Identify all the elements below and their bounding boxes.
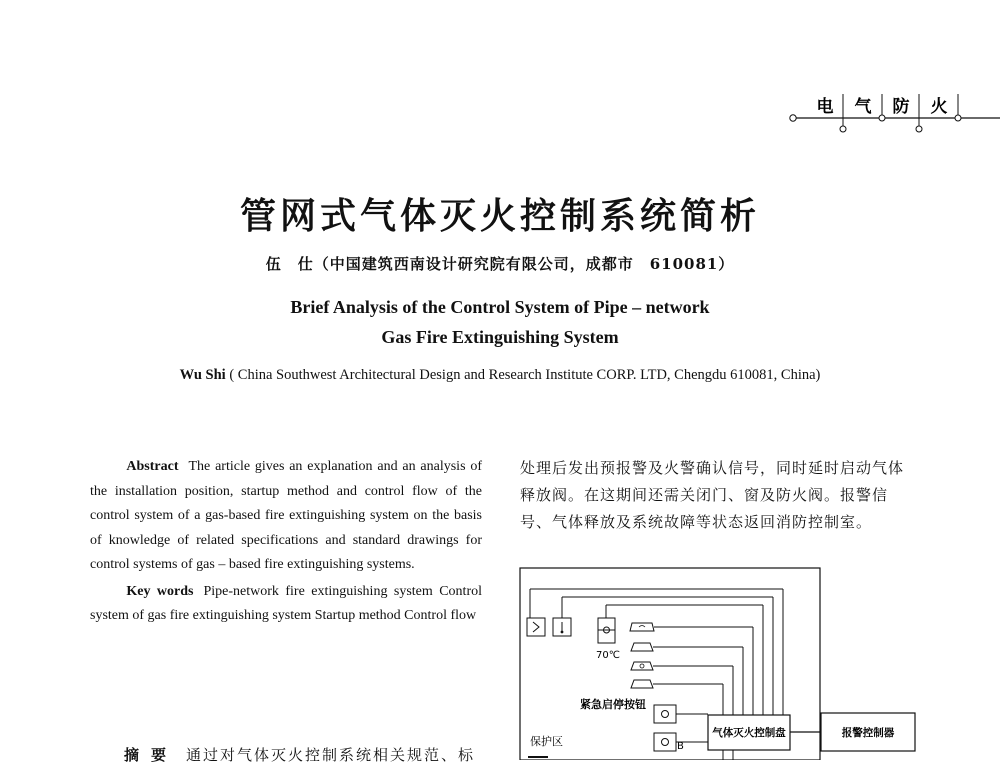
title-en-line: Gas Fire Extinguishing System	[381, 327, 619, 347]
gas-control-panel-label: 气体灭火控制盘	[712, 727, 786, 739]
cn-abstract-label: 摘要	[124, 746, 179, 764]
body-paragraph: 处理后发出预报警及火警确认信号，同时延时启动气体释放阀。在这期间还需关闭门、窗及防火阀。报警信号、气体释放及系统故障等状态返回消防控制室。	[520, 459, 905, 531]
abstract-text: The article gives an explanation and an analysis of the installation position, startup method and control flow of the control system of a gas-based fire extinguishing system on the basis of knowledge of related specifications and standard drawings for control systems of gas – based fire extinguishing systems.	[90, 459, 482, 572]
paper-title-en	[0, 292, 1000, 352]
emergency-stop-label: 紧急启停按钮	[580, 698, 646, 711]
title-en-line: Brief Analysis of the Control System of Pipe – network	[290, 297, 710, 317]
paper-title: 管网式气体灭火控制系统简析	[239, 195, 760, 237]
abstract-label: Abstract	[126, 459, 179, 474]
strobe-icon	[631, 643, 653, 651]
emergency-stop-button-icon	[654, 705, 676, 723]
alarm-controller-label: 报警控制器	[841, 727, 895, 739]
keywords-paragraph	[90, 580, 482, 629]
control-system-diagram	[518, 565, 918, 760]
author-name-en: Wu Shi	[179, 367, 226, 383]
author-affiliation-en	[0, 367, 1000, 384]
horn-icon	[631, 680, 653, 688]
keywords-text: Pipe-network fire extinguishing system Control system of gas fire extinguishing system Startup method Control flow	[90, 583, 482, 623]
header-char: 火	[930, 97, 948, 117]
author-affiliation-cn: 伍 仕（中国建筑西南设计研究院有限公司，成都市 610081）	[265, 255, 735, 273]
b-label: B	[677, 741, 684, 752]
protection-zone-label: 保护区	[530, 735, 563, 748]
release-button-icon	[654, 733, 676, 751]
keywords-label: Key words	[126, 583, 194, 599]
abstract-paragraph	[90, 455, 482, 578]
header-char: 气	[854, 97, 872, 117]
temperature-label: 70℃	[596, 650, 620, 661]
cn-abstract-text: 通过对气体灭火控制系统相关规范、标	[186, 746, 476, 764]
header-char: 电	[816, 97, 834, 117]
cn-abstract-line	[124, 744, 484, 765]
header-char: 防	[892, 97, 910, 117]
section-header-tag	[788, 88, 1000, 138]
alarm-bell-icon	[631, 662, 653, 670]
sounder-icon	[630, 623, 654, 631]
affiliation-en: ( China Southwest Architectural Design and Research Institute CORP. LTD, Chengdu 610081, China)	[229, 367, 821, 383]
abstract-block	[90, 455, 482, 629]
smoke-detector-icon	[527, 618, 545, 636]
